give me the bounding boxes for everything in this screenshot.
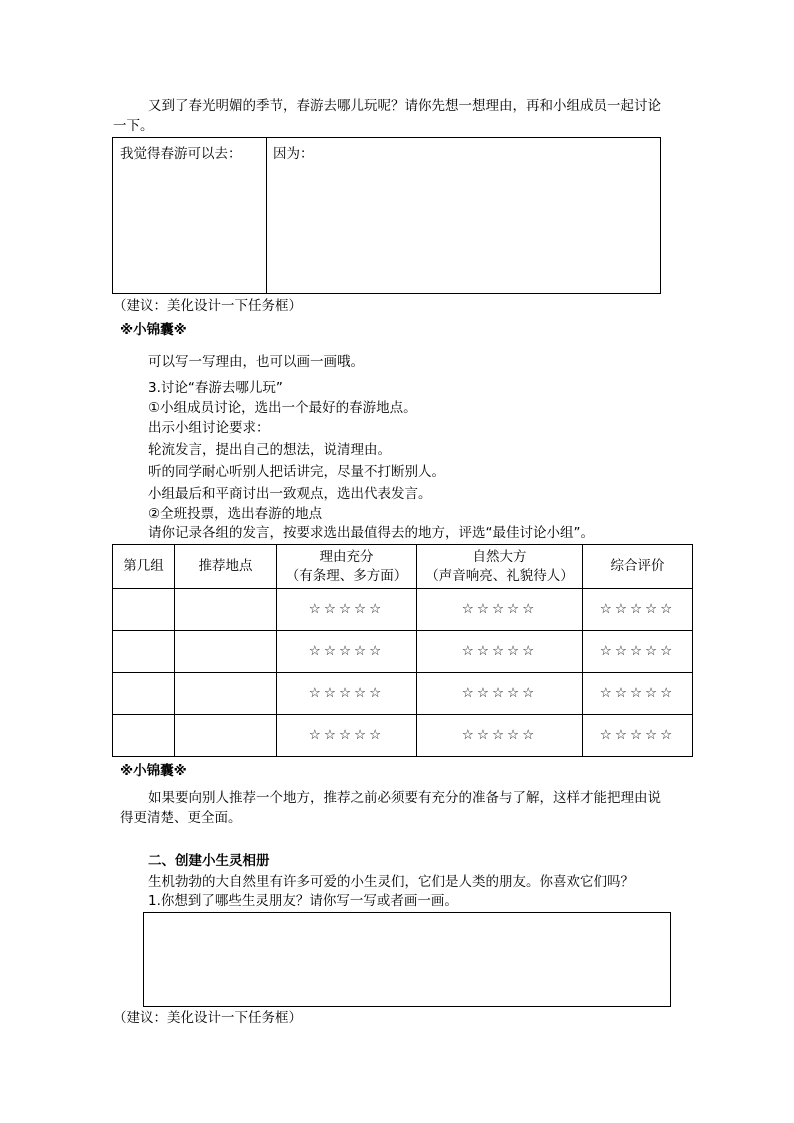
table-row: [113, 589, 693, 631]
requirement-2: 听的同学耐心听别人把话讲完，尽量不打断别人。: [148, 464, 445, 480]
table-row: [113, 673, 693, 715]
manner-star-rating[interactable]: ☆☆☆☆☆: [417, 631, 583, 673]
creature-album-task-box[interactable]: [143, 912, 671, 1007]
part-2-intro: 生机勃勃的大自然里有许多可爱的小生灵们，它们是人类的朋友。你喜欢它们吗？: [148, 874, 634, 890]
suggestion-note-2: （建议：美化设计一下任务框）: [113, 1010, 302, 1026]
tip-title-1: ※小锦囊※: [120, 322, 187, 338]
header-reason: [277, 545, 417, 589]
row-place-cell[interactable]: [175, 715, 277, 757]
header-manner: [417, 545, 583, 589]
table-row: [113, 715, 693, 757]
part-2-question-1: 1.你想到了哪些生灵朋友？请你写一写或者画一画。: [148, 893, 458, 909]
manner-star-rating[interactable]: ☆☆☆☆☆: [417, 715, 583, 757]
row-place-cell[interactable]: [175, 631, 277, 673]
overall-star-rating[interactable]: ☆☆☆☆☆: [583, 715, 693, 757]
intro-line-2: 一下。: [113, 118, 154, 134]
header-reason-title: 理由充分: [319, 548, 374, 565]
row-place-cell[interactable]: [175, 589, 277, 631]
suggestion-note-1: （建议：美化设计一下任务框）: [113, 298, 302, 314]
tip-text-2-line-2: 得更清楚、更全面。: [120, 810, 242, 826]
header-place: 推荐地点: [175, 545, 277, 589]
tip-text-1: 可以写一写理由，也可以画一画哦。: [148, 354, 364, 370]
spring-trip-task-box: [112, 137, 661, 294]
tip-title-2: ※小锦囊※: [120, 763, 187, 779]
manner-star-rating[interactable]: ☆☆☆☆☆: [417, 589, 583, 631]
evaluation-table: [112, 544, 693, 757]
row-group-cell[interactable]: [113, 589, 175, 631]
task-box-divider: [266, 138, 267, 293]
task-box-left-label: 我觉得春游可以去：: [120, 146, 242, 162]
task-box-right-label: 因为：: [273, 146, 314, 162]
header-manner-title: 自然大方: [472, 548, 527, 565]
requirements-title: 出示小组讨论要求：: [148, 420, 270, 436]
table-row: [113, 631, 693, 673]
manner-star-rating[interactable]: ☆☆☆☆☆: [417, 673, 583, 715]
tip-text-2-line-1: 如果要向别人推荐一个地方，推荐之前必须要有充分的准备与了解，这样才能把理由说: [148, 790, 661, 806]
reason-star-rating[interactable]: ☆☆☆☆☆: [277, 673, 417, 715]
header-manner-sub: （声音响亮、礼貌待人）: [425, 567, 574, 584]
section-3-step-1: ①小组成员讨论，选出一个最好的春游地点。: [148, 400, 417, 416]
header-group: 第几组: [113, 545, 175, 589]
section-3-instruction: 请你记录各组的发言，按要求选出最值得去的地方，评选“最佳讨论小组”。: [148, 525, 594, 541]
header-reason-sub: （有条理、多方面）: [285, 567, 408, 584]
intro-line-1: 又到了春光明媚的季节，春游去哪儿玩呢？请你先想一想理由，再和小组成员一起讨论: [148, 98, 661, 114]
section-3-heading: 3.讨论“春游去哪儿玩”: [148, 380, 283, 396]
overall-star-rating[interactable]: ☆☆☆☆☆: [583, 589, 693, 631]
row-group-cell[interactable]: [113, 631, 175, 673]
overall-star-rating[interactable]: ☆☆☆☆☆: [583, 673, 693, 715]
overall-star-rating[interactable]: ☆☆☆☆☆: [583, 631, 693, 673]
row-group-cell[interactable]: [113, 673, 175, 715]
reason-star-rating[interactable]: ☆☆☆☆☆: [277, 631, 417, 673]
reason-star-rating[interactable]: ☆☆☆☆☆: [277, 589, 417, 631]
section-3-step-2: ②全班投票，选出春游的地点: [148, 506, 323, 522]
requirement-1: 轮流发言，提出自己的想法，说清理由。: [148, 442, 391, 458]
part-2-heading: 二、创建小生灵相册: [148, 853, 270, 869]
header-overall: 综合评价: [583, 545, 693, 589]
row-group-cell[interactable]: [113, 715, 175, 757]
table-header-row: [113, 545, 693, 589]
reason-star-rating[interactable]: ☆☆☆☆☆: [277, 715, 417, 757]
row-place-cell[interactable]: [175, 673, 277, 715]
requirement-3: 小组最后和平商讨出一致观点，选出代表发言。: [148, 486, 432, 502]
